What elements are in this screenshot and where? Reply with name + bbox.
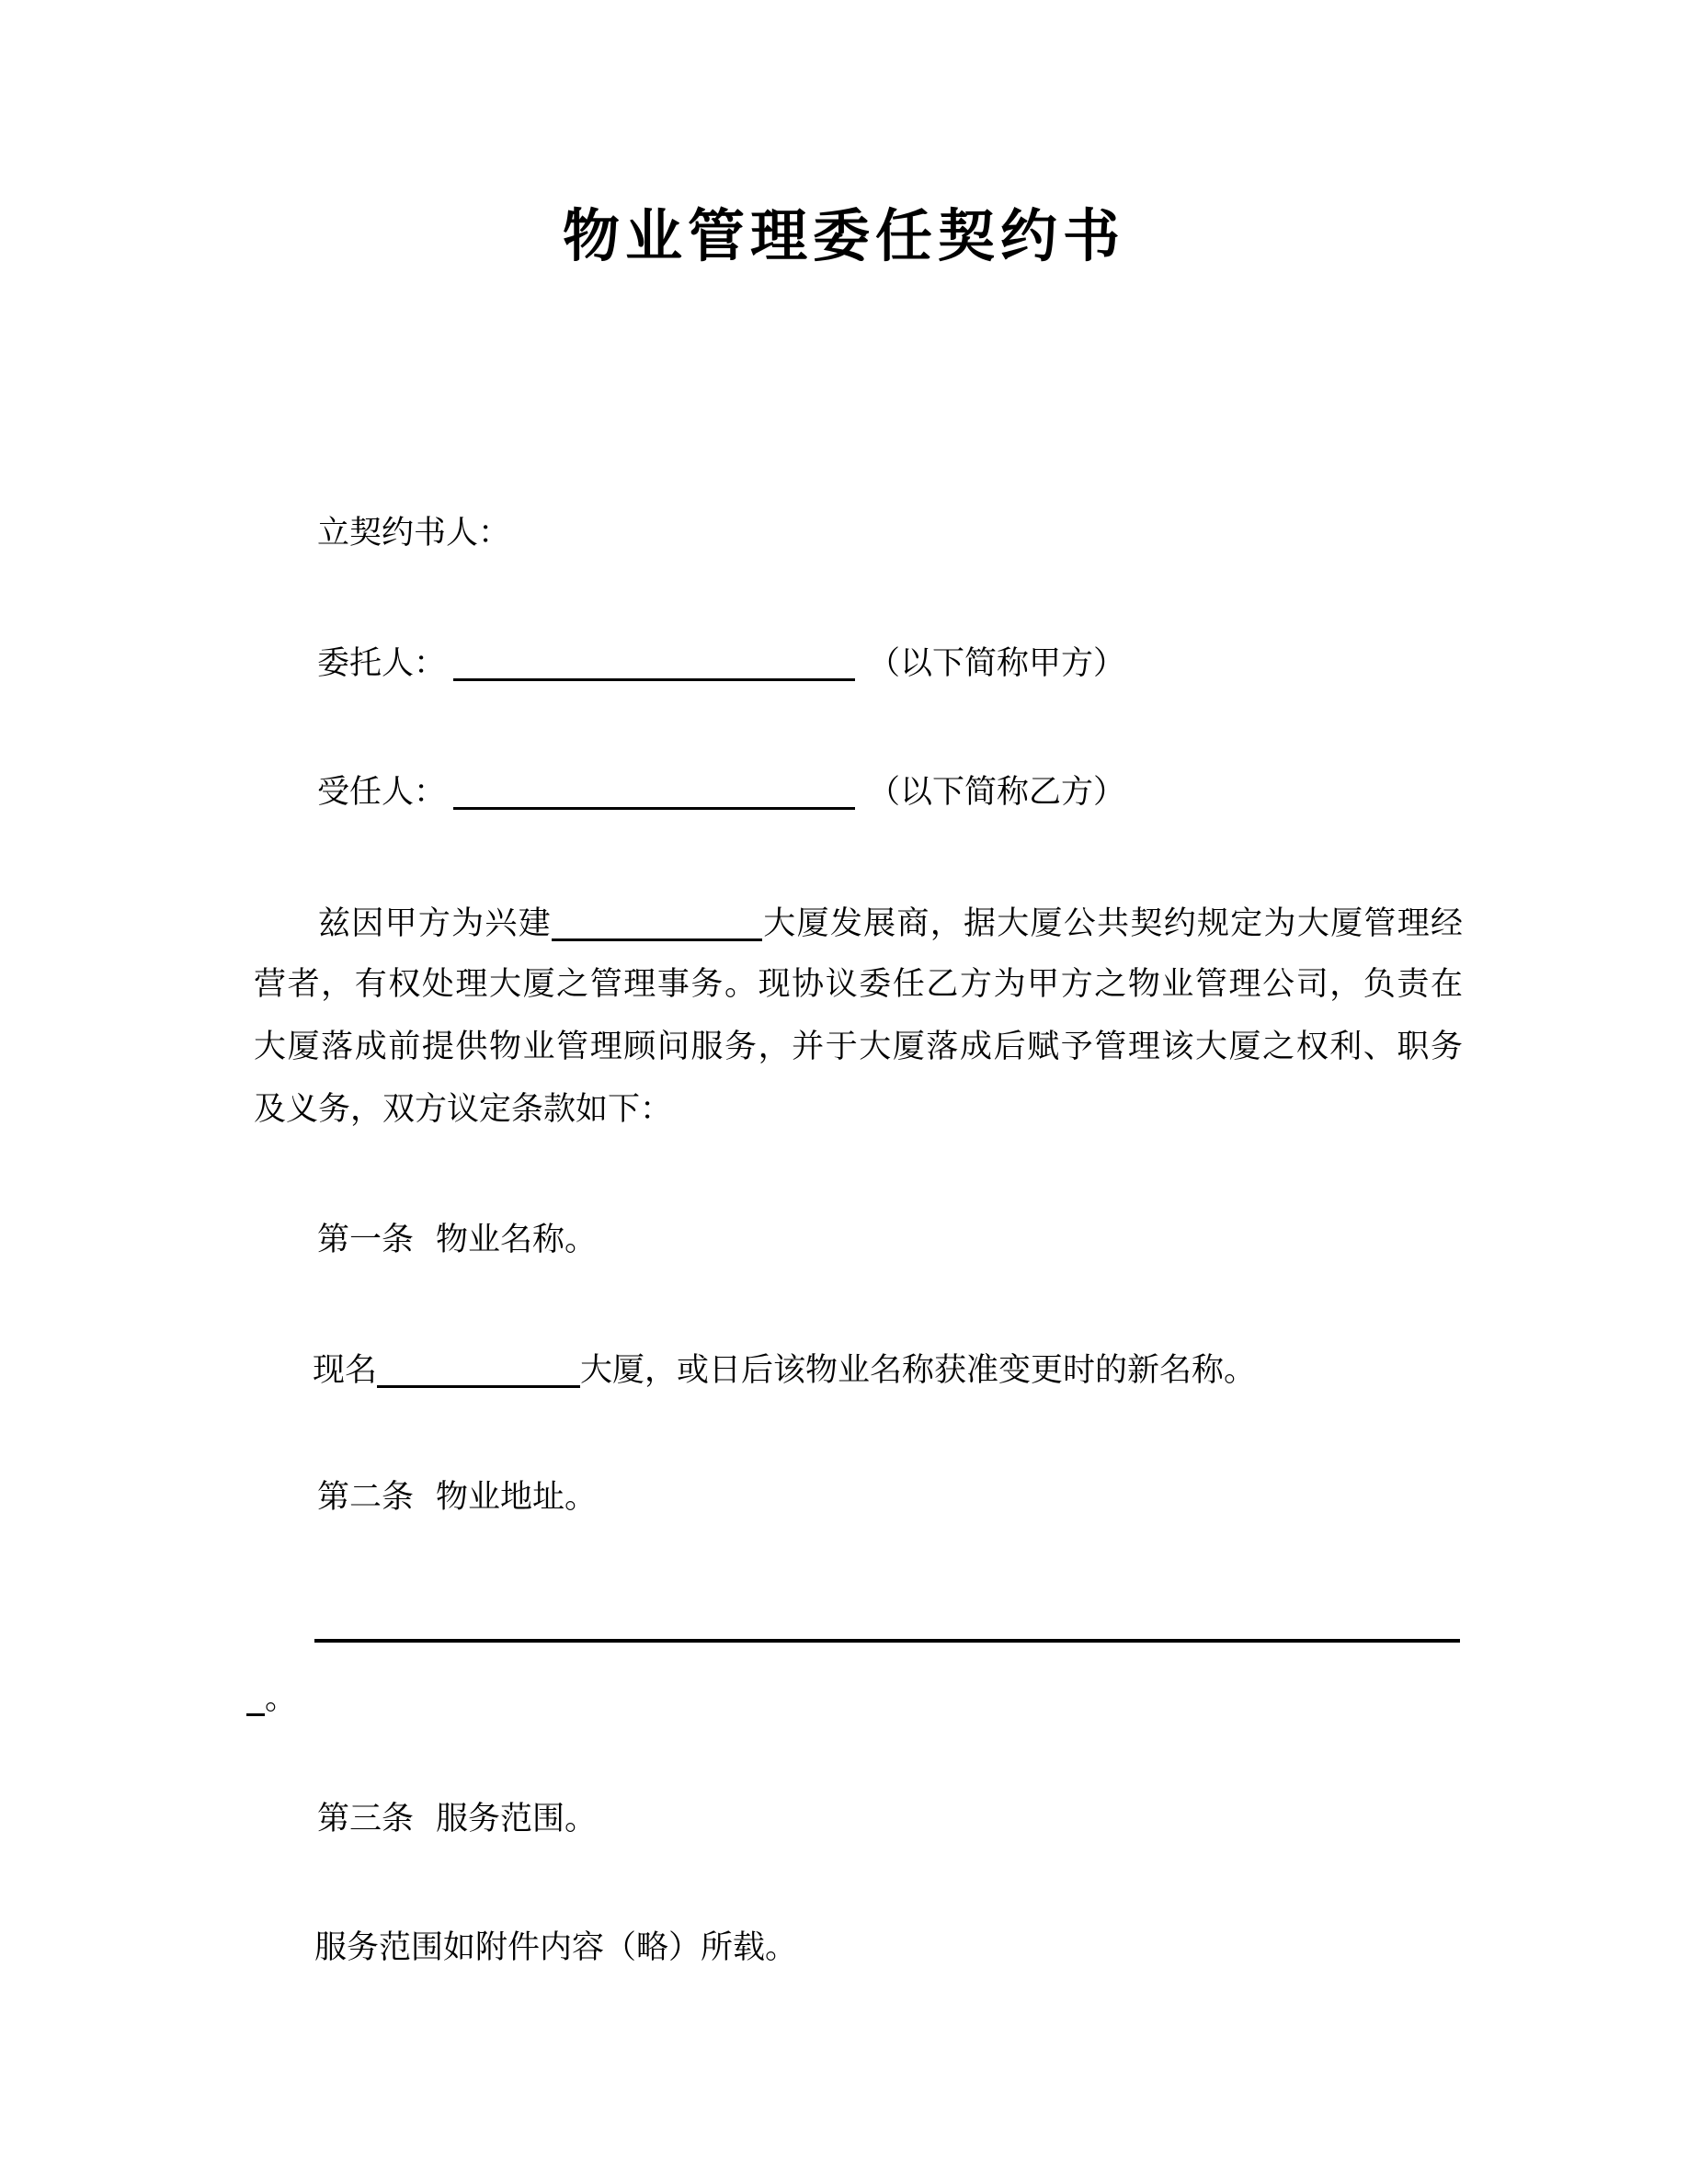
article-2-heading xyxy=(317,1479,597,1516)
article-1-heading xyxy=(317,1222,597,1258)
address-continuation-line xyxy=(246,1678,297,1717)
trustee-note: （以下简称乙方） xyxy=(868,774,1126,811)
article-1-title: 物业名称。 xyxy=(436,1222,598,1258)
fill-blank-current-name xyxy=(377,1350,580,1388)
article-2-title: 物业地址。 xyxy=(436,1479,598,1516)
address-continuation-end: 。 xyxy=(265,1680,298,1717)
article-3-heading xyxy=(317,1801,597,1837)
preamble-line-2: 营者，有权处理大厦之管理事务。现协议委任乙方为甲方之物业管理公司，负责在 xyxy=(254,966,1463,1003)
fill-blank-trustee-name xyxy=(453,772,855,810)
consignor-label: 委托人： xyxy=(317,645,447,682)
consignor-note: （以下简称甲方） xyxy=(868,645,1126,682)
preamble-line-3: 大厦落成前提供物业管理顾问服务，并于大厦落成后赋予管理该大厦之权利、职务 xyxy=(254,1029,1463,1065)
article-1-number: 第一条 xyxy=(317,1222,415,1258)
article-2-number: 第二条 xyxy=(317,1479,415,1516)
preamble-line-1-after: 大厦发展商，据大厦公共契约规定为大厦管理经 xyxy=(762,905,1463,942)
article-3-title: 服务范围。 xyxy=(436,1801,598,1837)
fill-blank-building-name xyxy=(552,904,762,941)
article-3-number: 第三条 xyxy=(317,1801,415,1837)
current-name-after: 大厦，或日后该物业名称获准变更时的新名称。 xyxy=(580,1352,1257,1389)
preamble-line-1-before: 兹因甲方为兴建 xyxy=(318,905,552,942)
trustee-label: 受任人： xyxy=(317,774,447,811)
current-name-line xyxy=(313,1350,1256,1389)
current-name-before: 现名 xyxy=(313,1352,378,1389)
fill-blank-address-tail xyxy=(246,1678,265,1716)
trustee-row xyxy=(317,772,1125,811)
scope-line: 服务范围如附件内容（略）所载。 xyxy=(314,1929,798,1966)
document-title: 物业管理委任契约书 xyxy=(562,202,1125,269)
preamble-line-4: 及义务，双方议定条款如下： xyxy=(254,1091,673,1128)
preamble-line-1 xyxy=(318,904,1463,942)
fill-blank-consignor-name xyxy=(453,643,855,681)
fill-blank-address-line xyxy=(314,1606,1460,1643)
consignor-row xyxy=(317,643,1125,682)
opening-line: 立契约书人： xyxy=(317,515,511,552)
